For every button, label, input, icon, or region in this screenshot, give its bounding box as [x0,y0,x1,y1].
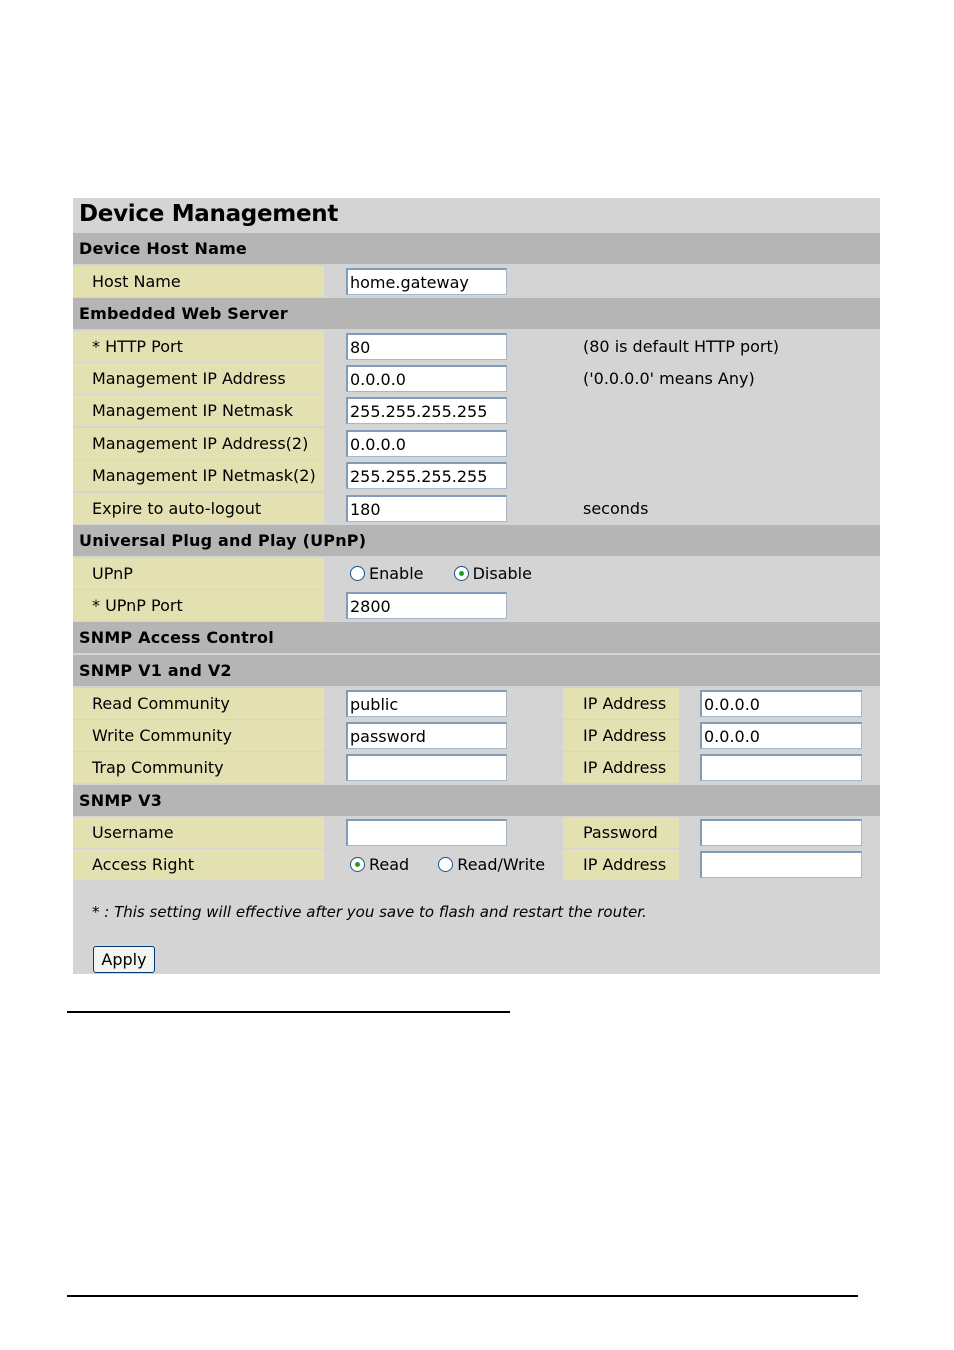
access-read-label: Read [369,855,410,874]
password-input[interactable] [700,819,862,846]
read-community-ip-input[interactable] [700,690,862,717]
mgmt-ip-input[interactable] [346,365,507,392]
radio-on-icon [454,566,469,581]
radio-off-icon [350,566,365,581]
username-label: Username [73,817,324,848]
expire-label: Expire to auto-logout [73,493,324,524]
mgmt-ip2-label: Management IP Address(2) [73,428,324,459]
radio-on-icon [350,857,365,872]
mgmt-netmask-input[interactable] [346,397,507,424]
password-label: Password [563,817,679,848]
upnp-disable-label: Disable [472,564,532,583]
row-mgmt-netmask [73,395,880,426]
read-community-input[interactable] [346,690,507,717]
http-port-label: * HTTP Port [73,331,324,362]
host-name-input[interactable] [346,268,507,295]
trap-community-ip-label: IP Address [563,752,679,783]
row-trap-community [73,752,880,783]
trap-community-input[interactable] [346,754,507,781]
row-mgmt-ip [73,363,880,394]
upnp-enable-label: Enable [369,564,424,583]
access-right-ip-label: IP Address [563,849,679,880]
access-readwrite-radio[interactable] [438,849,545,880]
mgmt-netmask2-input[interactable] [346,462,507,489]
section-embedded-web-server: Embedded Web Server [73,298,880,329]
device-management-panel [73,198,880,974]
page-title: Device Management [73,198,880,231]
row-mgmt-netmask2 [73,460,880,491]
expire-note: seconds [563,493,880,524]
radio-off-icon [438,857,453,872]
row-write-community [73,720,880,751]
divider-line [67,1011,510,1013]
mgmt-netmask-label: Management IP Netmask [73,395,324,426]
trap-community-ip-input[interactable] [700,754,862,781]
footer-divider-line [67,1295,858,1297]
http-port-note: (80 is default HTTP port) [563,331,880,362]
mgmt-ip-label: Management IP Address [73,363,324,394]
access-right-ip-input[interactable] [700,851,862,878]
read-community-ip-label: IP Address [563,688,679,719]
write-community-ip-label: IP Address [563,720,679,751]
footnote: * : This setting will effective after you save to flash and restart the router. [73,881,880,922]
write-community-label: Write Community [73,720,324,751]
upnp-port-input[interactable] [346,592,507,619]
upnp-disable-radio[interactable] [454,558,532,589]
row-host-name [73,266,880,297]
section-device-host-name: Device Host Name [73,233,880,264]
section-snmp-access-control: SNMP Access Control [73,622,880,653]
apply-button[interactable]: Apply [93,946,155,973]
section-snmp-v1-v2: SNMP V1 and V2 [73,655,880,686]
access-read-radio[interactable] [350,849,409,880]
section-upnp: Universal Plug and Play (UPnP) [73,525,880,556]
host-name-label: Host Name [73,266,324,297]
http-port-input[interactable] [346,333,507,360]
row-http-port [73,331,880,362]
row-read-community [73,688,880,719]
row-username [73,817,880,848]
section-snmp-v3: SNMP V3 [73,785,880,816]
upnp-radio-group [350,558,532,589]
row-access-right [73,849,880,880]
mgmt-netmask2-label: Management IP Netmask(2) [73,460,324,491]
access-right-radio-group [350,849,545,880]
mgmt-ip-note: ('0.0.0.0' means Any) [563,363,880,394]
read-community-label: Read Community [73,688,324,719]
username-input[interactable] [346,819,507,846]
access-right-label: Access Right [73,849,324,880]
row-upnp-port [73,590,880,621]
expire-input[interactable] [346,495,507,522]
row-expire [73,493,880,524]
write-community-input[interactable] [346,722,507,749]
upnp-port-label: * UPnP Port [73,590,324,621]
access-readwrite-label: Read/Write [457,855,546,874]
row-upnp [73,558,880,589]
mgmt-ip2-input[interactable] [346,430,507,457]
trap-community-label: Trap Community [73,752,324,783]
row-mgmt-ip2 [73,428,880,459]
write-community-ip-input[interactable] [700,722,862,749]
upnp-label: UPnP [73,558,324,589]
upnp-enable-radio[interactable] [350,558,424,589]
